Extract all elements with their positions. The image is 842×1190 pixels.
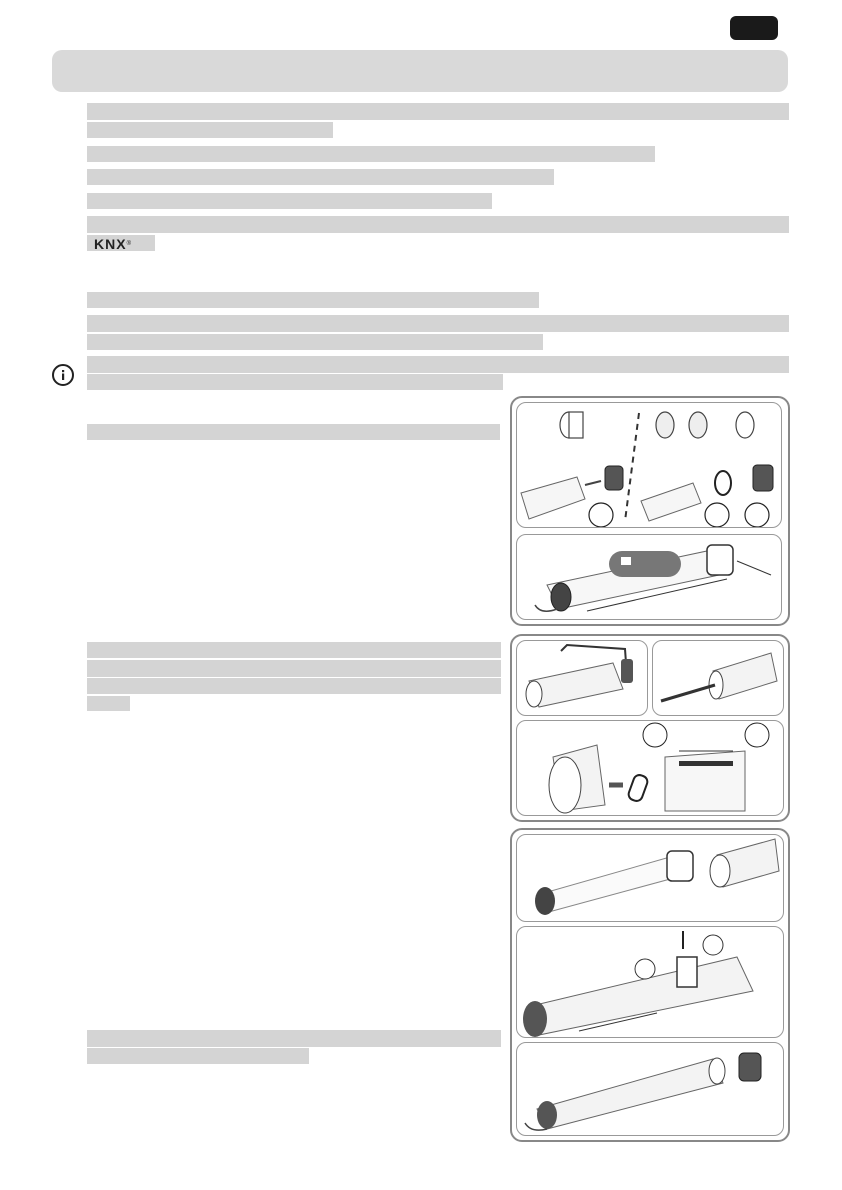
text-block (87, 122, 333, 138)
figure-panel-deburr (652, 640, 784, 716)
text-block (87, 660, 501, 677)
text-block (87, 146, 655, 162)
text-block (87, 374, 503, 390)
text-block (87, 678, 501, 694)
language-badge (730, 16, 778, 40)
text-block (87, 216, 789, 233)
figure-panel-saw-cut (516, 640, 648, 716)
figure-panel-insert-motor (516, 834, 784, 922)
text-block (87, 696, 130, 711)
text-block (87, 334, 543, 350)
text-block (87, 1030, 501, 1047)
figure-group-adapters (510, 396, 790, 626)
figure-panel-fit-adapter (516, 1042, 784, 1136)
text-block (87, 103, 789, 120)
figure-panel-tube-measure (516, 534, 782, 620)
text-block (87, 424, 500, 440)
figure-panel-notch (516, 720, 784, 816)
text-block (87, 315, 789, 332)
knx-logo: KNX ® (94, 236, 132, 252)
text-block (87, 642, 501, 658)
figure-panel-fix-screws (516, 926, 784, 1038)
text-block (87, 169, 554, 185)
info-icon (52, 364, 74, 386)
section-header-bar (52, 50, 788, 92)
text-block (87, 193, 492, 209)
figure-group-assembly (510, 828, 790, 1142)
figure-panel-adapter-choice (516, 402, 782, 528)
text-block (87, 292, 539, 308)
text-block (87, 1048, 309, 1064)
text-block (87, 356, 789, 373)
figure-group-tube-prep (510, 634, 790, 822)
